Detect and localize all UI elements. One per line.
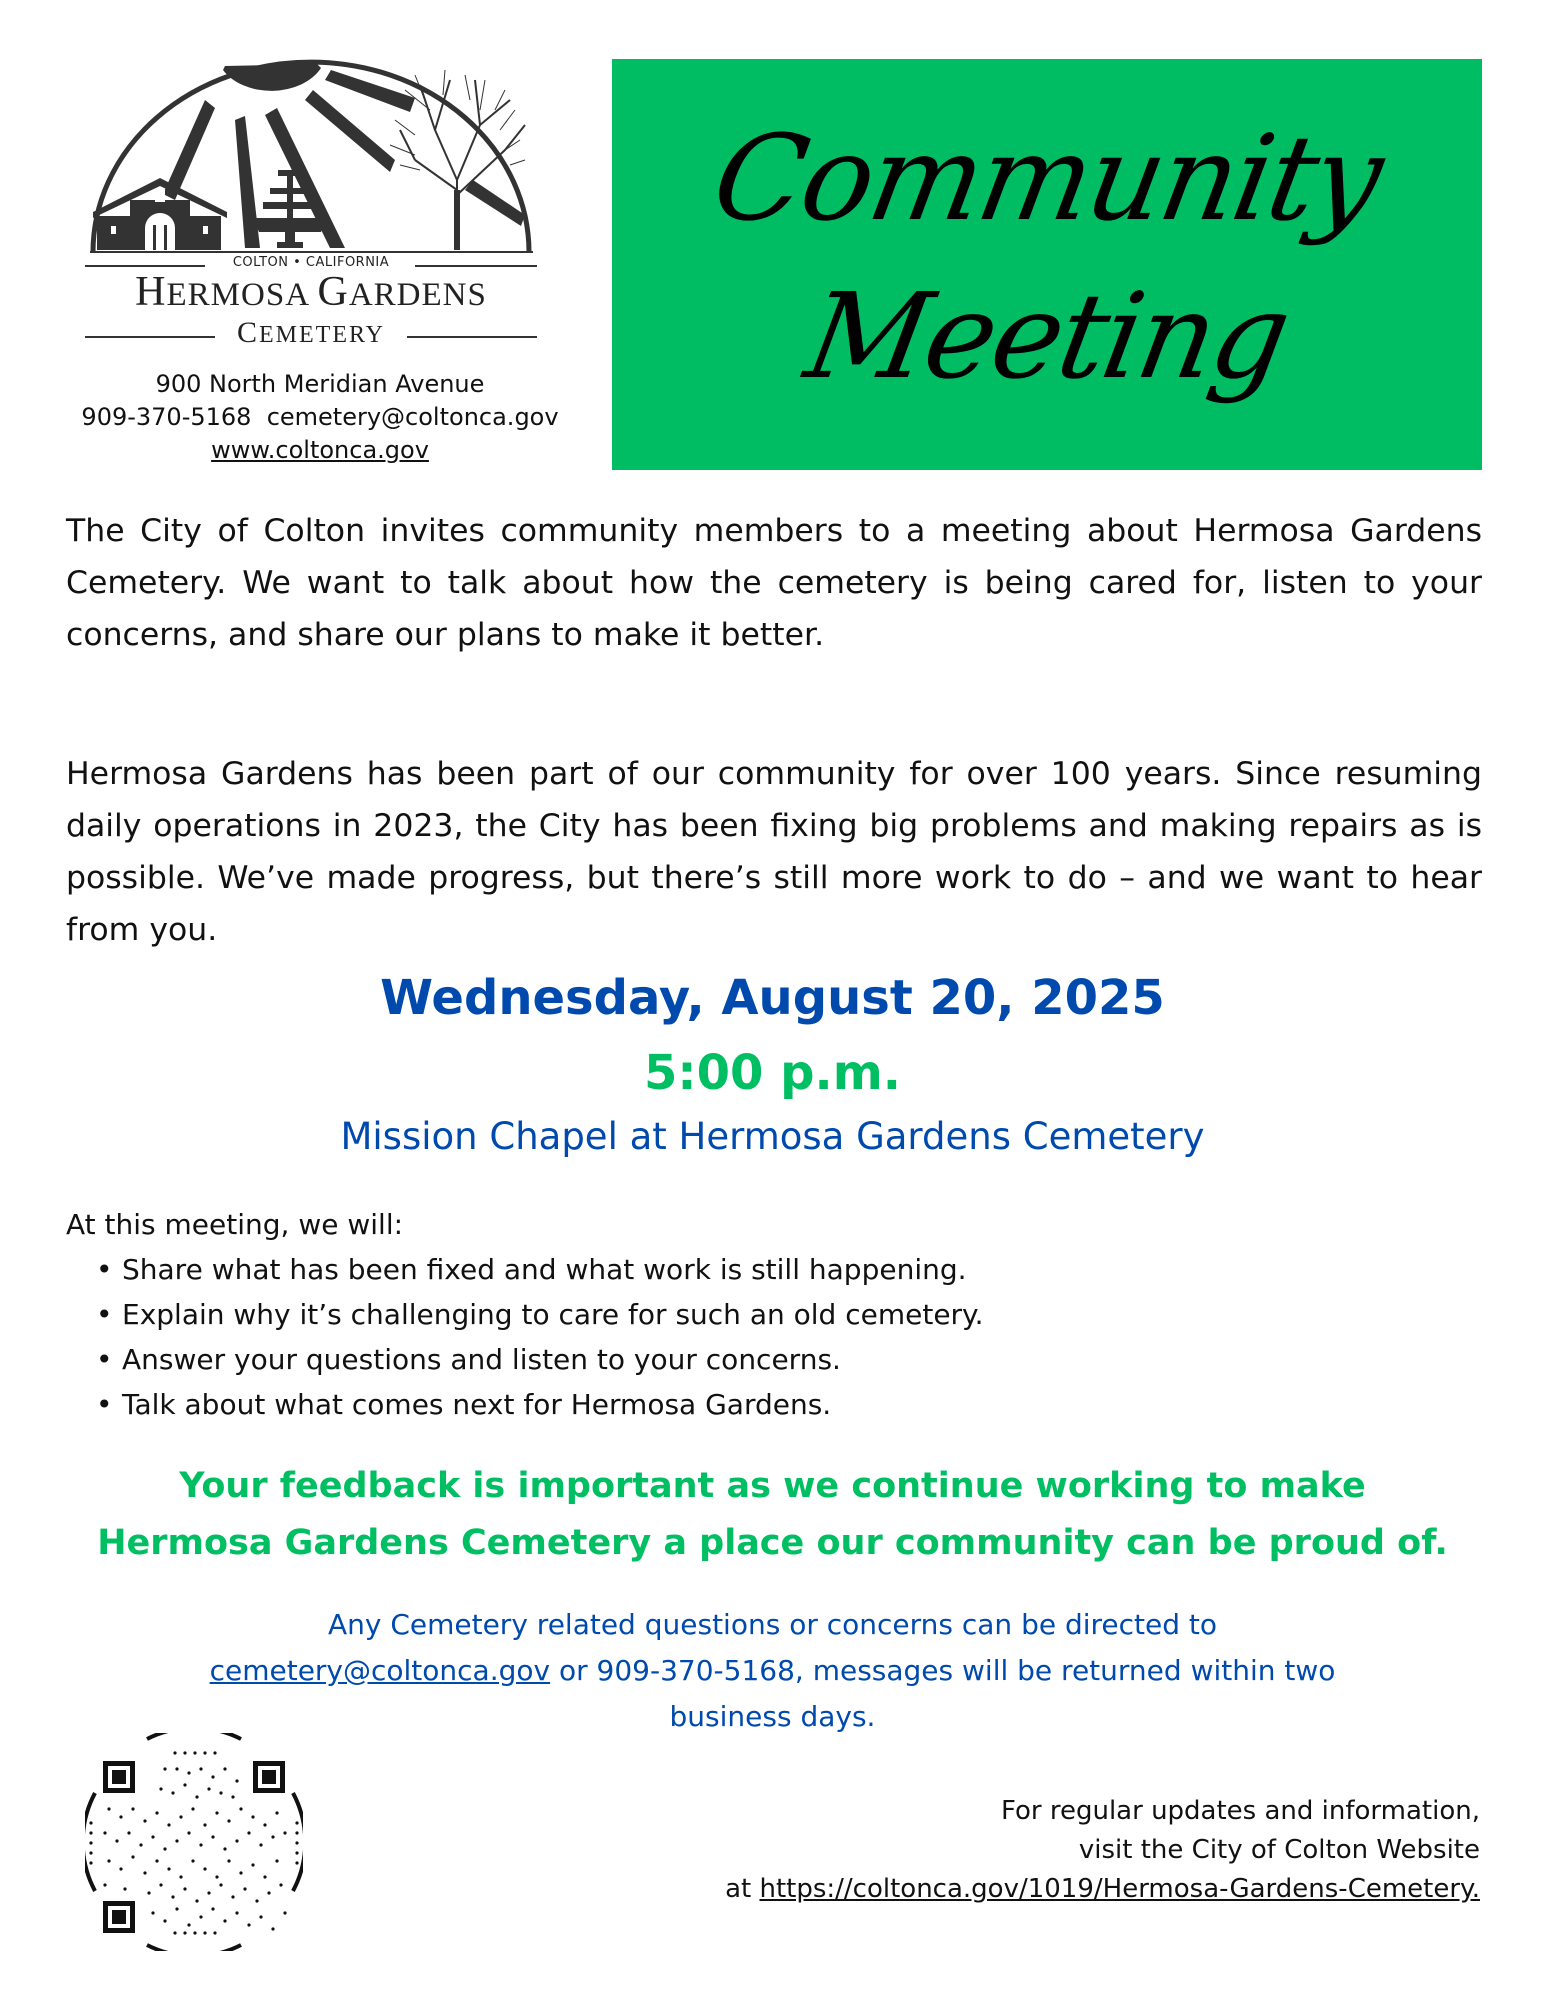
banner-title-line1: Community (703, 109, 1391, 247)
event-date: Wednesday, August 20, 2025 (380, 970, 1165, 1026)
agenda-item: • Share what has been fixed and what work is still happening. (122, 1247, 1266, 1292)
phone-number: 909-370-5168 (81, 403, 252, 431)
logo-location: COLTON • CALIFORNIA (232, 255, 390, 270)
contact-email-link[interactable]: cemetery@coltonca.gov (209, 1654, 551, 1687)
event-venue: Mission Chapel at Hermosa Gardens Cemetery (340, 1115, 1205, 1158)
contact-address-block (40, 368, 600, 467)
intro-paragraph: The City of Colton invites community members to a meeting about Hermosa Gardens Cemetery. We want to talk about how the cemetery is being cared for, listen to your concerns, and share our plans to make it better. (66, 513, 1482, 653)
banner-title-line2: Meeting (796, 267, 1298, 405)
fountain-icon (253, 170, 327, 248)
agenda-item: • Answer your questions and listen to your concerns. (122, 1337, 1266, 1382)
website-link[interactable]: www.coltonca.gov (211, 436, 429, 464)
bullet-icon: • (96, 1253, 113, 1286)
event-time: 5:00 p.m. (644, 1045, 901, 1101)
community-meeting-banner (612, 59, 1482, 470)
cemetery-page-link[interactable]: https://coltonca.gov/1019/Hermosa-Gardens-Cemetery. (759, 1874, 1480, 1904)
agenda-item: • Talk about what comes next for Hermosa Gardens. (122, 1382, 1266, 1427)
feedback-callout: Your feedback is important as we continue working to make Hermosa Gardens Cemetery a place our community can be proud of. (97, 1466, 1448, 1563)
agenda-list (66, 1247, 1266, 1427)
contact-info: Any Cemetery related questions or concerns can be directed to cemetery@coltonca.gov or 909-370-5168, messages will be returned within two business days. (209, 1608, 1336, 1733)
website-updates-note: For regular updates and information, visit the City of Colton Website at https://coltonca.gov/1019/Hermosa-Gardens-Cemetery. (725, 1796, 1480, 1904)
bullet-icon: • (96, 1388, 113, 1421)
bullet-icon: • (96, 1298, 113, 1331)
agenda-item: • Explain why it’s challenging to care for such an old cemetery. (122, 1292, 1266, 1337)
chapel-icon (93, 178, 227, 250)
logo-cemetery: CEMETERY (236, 316, 385, 349)
qr-code-icon (85, 1733, 303, 1951)
logo-name: HERMOSA GARDENS (135, 269, 487, 315)
logo-illustration-icon (85, 40, 537, 255)
qr-code[interactable] (85, 1733, 303, 1951)
phone-email-line (40, 401, 600, 434)
email-address: cemetery@coltonca.gov (266, 403, 559, 431)
history-paragraph: Hermosa Gardens has been part of our community for over 100 years. Since resuming daily operations in 2023, the City has been fixing big problems and making repairs as is possible. We’ve made progress, but there’s still more work to do – and we want to hear from you. (66, 756, 1482, 948)
bullet-icon: • (96, 1343, 113, 1376)
agenda-section (66, 1203, 1266, 1427)
agenda-intro: At this meeting, we will: (66, 1208, 404, 1241)
cemetery-logo (85, 40, 537, 352)
street-address: 900 North Meridian Avenue (155, 370, 485, 398)
